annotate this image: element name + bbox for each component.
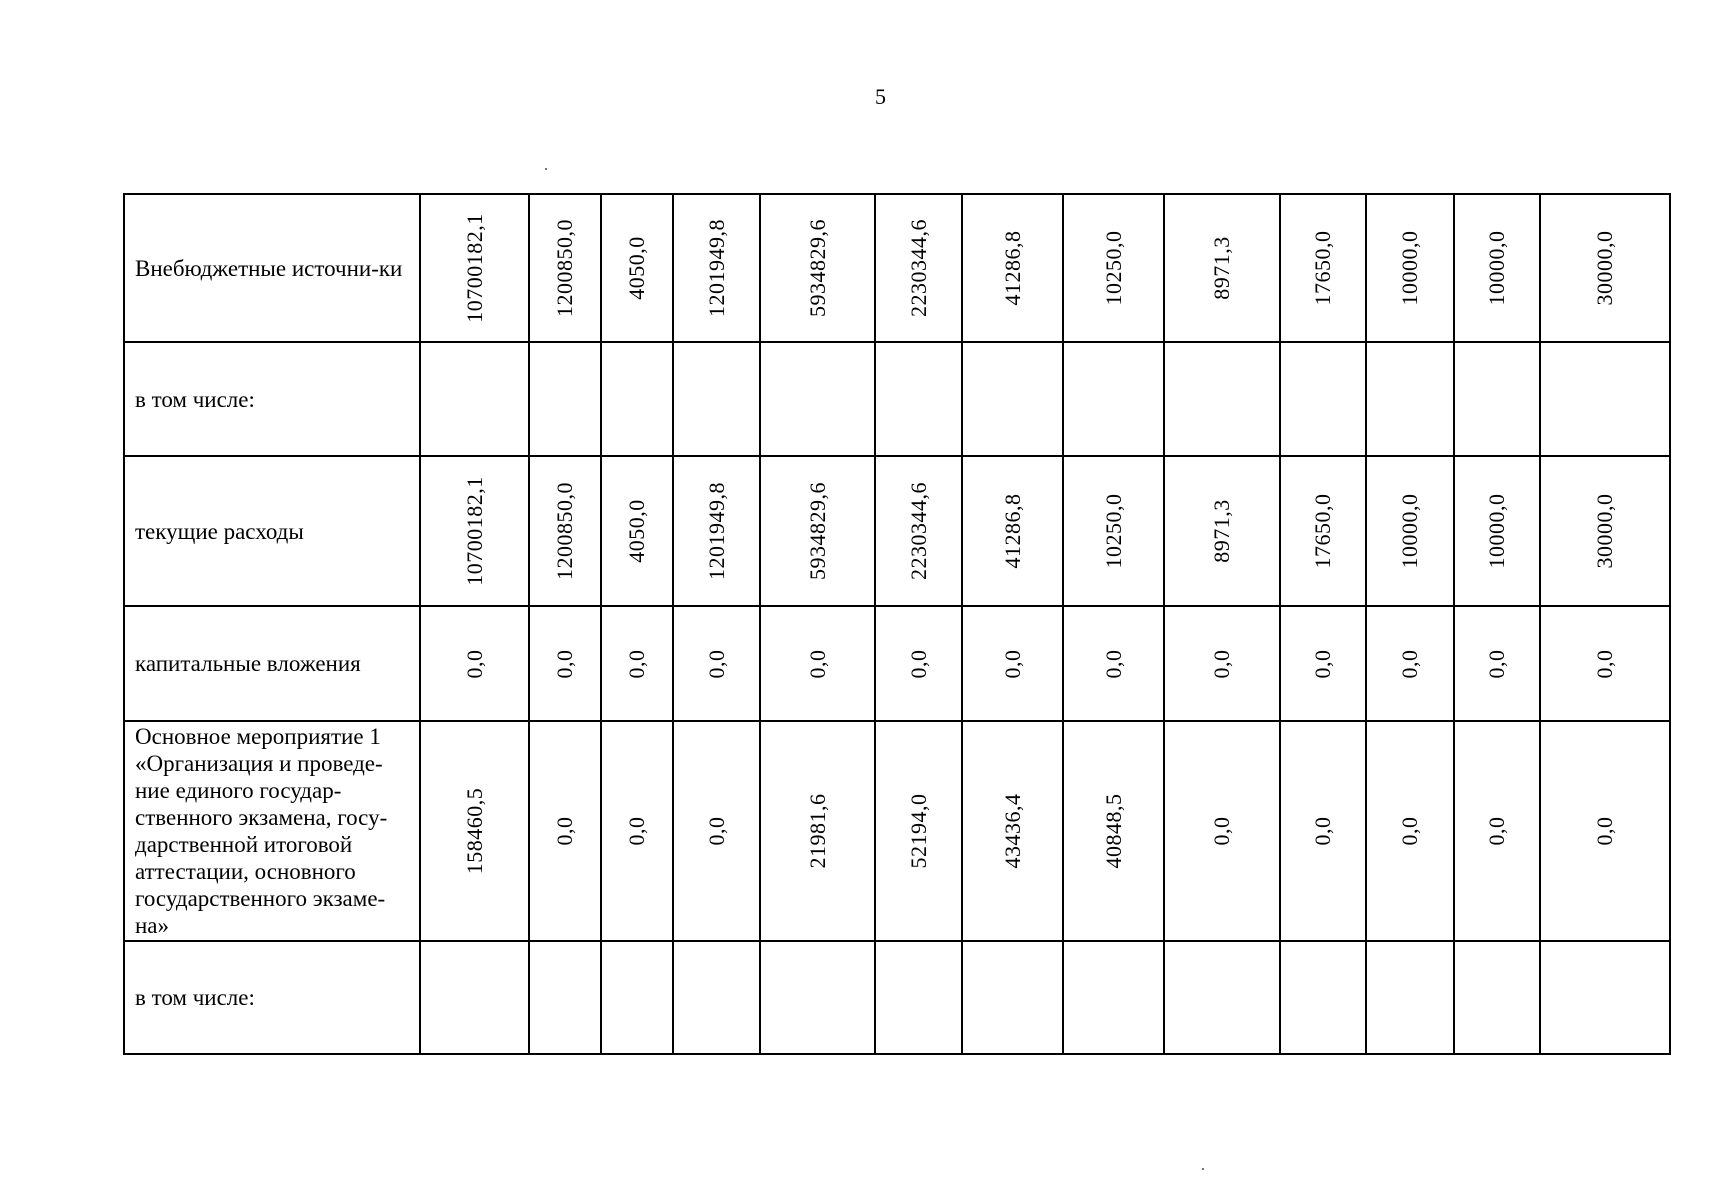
cell-value: 0,0 bbox=[624, 816, 649, 846]
value-cell bbox=[1164, 342, 1280, 456]
cell-value: 5934829,6 bbox=[804, 482, 830, 580]
cell-value: 40848,5 bbox=[1100, 793, 1126, 869]
row-label: текущие расходы bbox=[124, 456, 420, 606]
value-cell bbox=[673, 342, 760, 456]
value-cell bbox=[875, 721, 962, 941]
cell-value: 10000,0 bbox=[1397, 493, 1422, 569]
value-cell bbox=[962, 606, 1063, 721]
cell-value: 10700182,1 bbox=[461, 213, 487, 323]
page-number: 5 bbox=[875, 84, 886, 109]
cell-value: 1200850,0 bbox=[552, 219, 577, 317]
cell-value: 5934829,6 bbox=[804, 219, 830, 317]
value-cell bbox=[529, 941, 601, 1054]
value-cell bbox=[1164, 941, 1280, 1054]
cell-value: 2230344,6 bbox=[905, 482, 931, 580]
value-cell bbox=[760, 194, 875, 342]
value-cell bbox=[760, 342, 875, 456]
cell-value: 10700182,1 bbox=[461, 476, 487, 586]
value-cell bbox=[1164, 456, 1280, 606]
value-cell bbox=[673, 194, 760, 342]
value-cell bbox=[1540, 194, 1670, 342]
row-label: Внебюджетные источни-ки bbox=[124, 194, 420, 342]
cell-value: 0,0 bbox=[1397, 816, 1422, 846]
cell-value: 0,0 bbox=[999, 649, 1025, 678]
value-cell bbox=[673, 721, 760, 941]
value-cell bbox=[601, 721, 673, 941]
value-cell bbox=[962, 456, 1063, 606]
cell-value: 10250,0 bbox=[1100, 493, 1126, 569]
cell-value: 0,0 bbox=[703, 816, 729, 846]
value-cell bbox=[875, 941, 962, 1054]
row-label: в том числе: bbox=[124, 342, 420, 456]
value-cell bbox=[529, 721, 601, 941]
value-cell bbox=[529, 456, 601, 606]
scan-speck bbox=[1202, 1168, 1204, 1170]
value-cell bbox=[1540, 941, 1670, 1054]
value-cell bbox=[420, 456, 529, 606]
value-cell bbox=[1164, 606, 1280, 721]
value-cell bbox=[420, 941, 529, 1054]
value-cell bbox=[529, 342, 601, 456]
value-cell bbox=[962, 941, 1063, 1054]
table-row bbox=[124, 941, 1670, 1054]
table-row bbox=[124, 456, 1670, 606]
value-cell bbox=[1280, 941, 1366, 1054]
cell-value: 0,0 bbox=[905, 649, 931, 678]
value-cell bbox=[1454, 194, 1540, 342]
value-cell bbox=[420, 342, 529, 456]
cell-value: 21981,6 bbox=[804, 793, 830, 869]
value-cell bbox=[1063, 342, 1164, 456]
value-cell bbox=[673, 941, 760, 1054]
value-cell bbox=[601, 194, 673, 342]
cell-value: 0,0 bbox=[703, 649, 729, 678]
value-cell bbox=[1280, 194, 1366, 342]
cell-value: 0,0 bbox=[1310, 649, 1335, 678]
cell-value: 10000,0 bbox=[1484, 493, 1509, 569]
value-cell bbox=[420, 721, 529, 941]
value-cell bbox=[1063, 606, 1164, 721]
cell-value: 1201949,8 bbox=[703, 482, 729, 580]
value-cell bbox=[1540, 456, 1670, 606]
value-cell bbox=[1366, 194, 1454, 342]
table-row bbox=[124, 721, 1670, 941]
cell-value: 0,0 bbox=[1397, 649, 1422, 678]
cell-value: 0,0 bbox=[552, 649, 577, 678]
value-cell bbox=[1454, 456, 1540, 606]
value-cell bbox=[601, 456, 673, 606]
cell-value: 17650,0 bbox=[1310, 230, 1335, 306]
value-cell bbox=[420, 194, 529, 342]
cell-value: 4050,0 bbox=[624, 236, 649, 300]
cell-value: 1200850,0 bbox=[552, 482, 577, 580]
cell-value: 1201949,8 bbox=[703, 219, 729, 317]
value-cell bbox=[1164, 194, 1280, 342]
cell-value: 0,0 bbox=[552, 816, 577, 846]
value-cell bbox=[875, 342, 962, 456]
value-cell bbox=[1063, 941, 1164, 1054]
value-cell bbox=[420, 606, 529, 721]
cell-value: 10000,0 bbox=[1397, 230, 1422, 306]
value-cell bbox=[1366, 606, 1454, 721]
value-cell bbox=[1164, 721, 1280, 941]
value-cell bbox=[1454, 941, 1540, 1054]
value-cell bbox=[1454, 606, 1540, 721]
table-row bbox=[124, 606, 1670, 721]
cell-value: 0,0 bbox=[1484, 816, 1509, 846]
value-cell bbox=[601, 606, 673, 721]
value-cell bbox=[760, 941, 875, 1054]
value-cell bbox=[1366, 941, 1454, 1054]
value-cell bbox=[1063, 194, 1164, 342]
cell-value: 30000,0 bbox=[1592, 230, 1617, 306]
value-cell bbox=[1280, 721, 1366, 941]
cell-value: 0,0 bbox=[461, 649, 487, 678]
value-cell bbox=[1540, 721, 1670, 941]
cell-value: 8971,3 bbox=[1209, 236, 1234, 300]
cell-value: 0,0 bbox=[1592, 649, 1617, 678]
value-cell bbox=[1280, 456, 1366, 606]
value-cell bbox=[601, 941, 673, 1054]
value-cell bbox=[1366, 721, 1454, 941]
value-cell bbox=[875, 194, 962, 342]
budget-table bbox=[123, 193, 1671, 1055]
cell-value: 158460,5 bbox=[461, 787, 487, 875]
cell-value: 17650,0 bbox=[1310, 493, 1335, 569]
cell-value: 0,0 bbox=[1209, 649, 1234, 678]
cell-value: 0,0 bbox=[1592, 816, 1617, 846]
value-cell bbox=[1063, 456, 1164, 606]
value-cell bbox=[529, 606, 601, 721]
cell-value: 10250,0 bbox=[1100, 230, 1126, 306]
row-label: капитальные вложения bbox=[124, 606, 420, 721]
cell-value: 0,0 bbox=[1484, 649, 1509, 678]
value-cell bbox=[1540, 342, 1670, 456]
row-label: в том числе: bbox=[124, 941, 420, 1054]
value-cell bbox=[875, 606, 962, 721]
value-cell bbox=[962, 721, 1063, 941]
value-cell bbox=[1280, 342, 1366, 456]
cell-value: 30000,0 bbox=[1592, 493, 1617, 569]
value-cell bbox=[1366, 342, 1454, 456]
cell-value: 41286,8 bbox=[999, 230, 1025, 306]
cell-value: 0,0 bbox=[624, 649, 649, 678]
value-cell bbox=[760, 606, 875, 721]
value-cell bbox=[875, 456, 962, 606]
cell-value: 52194,0 bbox=[905, 793, 931, 869]
cell-value: 4050,0 bbox=[624, 499, 649, 563]
table-row bbox=[124, 342, 1670, 456]
value-cell bbox=[673, 606, 760, 721]
row-label: Основное мероприятие 1 «Организация и проведе-ние единого государ-ственного экзамена, госу-дарственной итоговой аттестации, основного государственного экзаме-на» bbox=[124, 721, 420, 941]
value-cell bbox=[1454, 342, 1540, 456]
value-cell bbox=[601, 342, 673, 456]
cell-value: 41286,8 bbox=[999, 493, 1025, 569]
value-cell bbox=[962, 342, 1063, 456]
cell-value: 10000,0 bbox=[1484, 230, 1509, 306]
value-cell bbox=[1366, 456, 1454, 606]
value-cell bbox=[673, 456, 760, 606]
value-cell bbox=[529, 194, 601, 342]
value-cell bbox=[962, 194, 1063, 342]
value-cell bbox=[1454, 721, 1540, 941]
scan-speck bbox=[545, 168, 547, 170]
cell-value: 2230344,6 bbox=[905, 219, 931, 317]
cell-value: 0,0 bbox=[1209, 816, 1234, 846]
value-cell bbox=[760, 456, 875, 606]
table-row bbox=[124, 194, 1670, 342]
value-cell bbox=[1540, 606, 1670, 721]
value-cell bbox=[1063, 721, 1164, 941]
cell-value: 0,0 bbox=[1310, 816, 1335, 846]
cell-value: 43436,4 bbox=[999, 793, 1025, 869]
cell-value: 0,0 bbox=[804, 649, 830, 678]
cell-value: 0,0 bbox=[1100, 649, 1126, 678]
value-cell bbox=[760, 721, 875, 941]
value-cell bbox=[1280, 606, 1366, 721]
cell-value: 8971,3 bbox=[1209, 499, 1234, 563]
